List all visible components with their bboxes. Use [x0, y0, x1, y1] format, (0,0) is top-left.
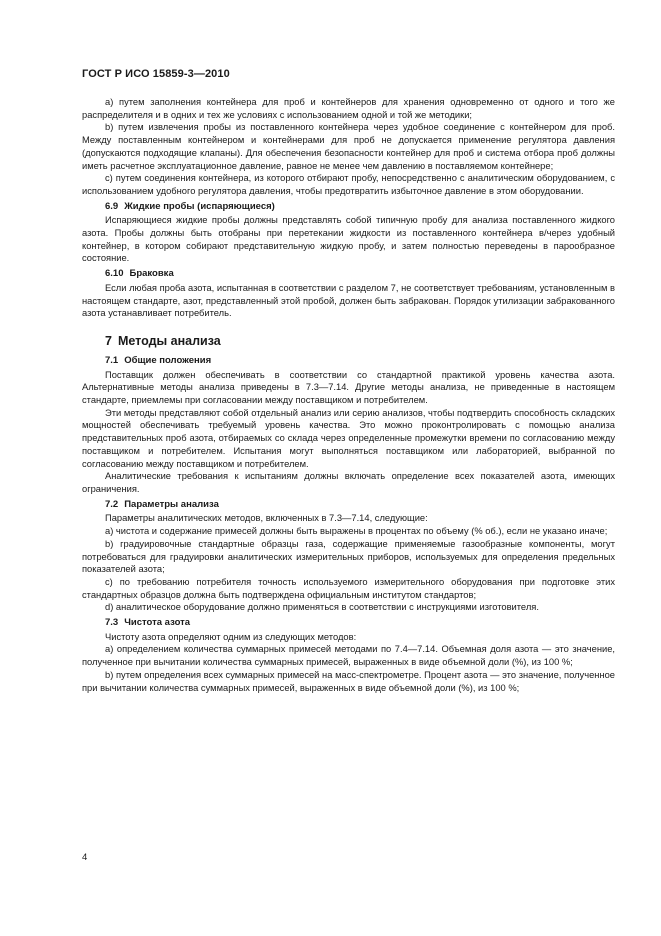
paragraph: Если любая проба азота, испытанная в соответствии с разделом 7, не соответствует требованиям, установленным в настоящем стандарте, азот, представленный этой пробой, должен быть забракован. Порядок утилизации забракованного азота устанавливает потребитель. — [82, 282, 615, 319]
section-heading-7-2 — [82, 499, 615, 512]
paragraph-item-d: d) аналитическое оборудование должно применяться в соответствии с инструкциями изготовителя. — [105, 602, 539, 613]
paragraph: Поставщик должен обеспечивать в соответствии со стандартной практикой уровень качества азота. Альтернативные методы анализа приведены в 7.3—7.14. Другие методы анализа, не приведенные в настоящем стандарте, приемлемы при согласовании между поставщиком и потребителем. — [82, 369, 615, 406]
paragraph-item-a: a) определением количества суммарных примесей методами по 7.4—7.14. Объемная доля азота — это значение, полученное при вычитании количества суммарных примесей, выраженных в виде объемной доли (%), из 100 %; — [82, 644, 615, 668]
paragraph-item-b: b) путем определения всех суммарных примесей на масс-спектрометре. Процент азота — это значение, полученное при вычитании количества суммарных примесей, выраженных в виде объемной доли (%), из 100 %; — [82, 669, 615, 693]
section-number: 7.3 — [105, 617, 119, 629]
paragraph: Аналитические требования к испытаниям должны включать определение всех показателей азота, имеющих ограничения. — [82, 471, 615, 494]
section-number: 6.10 — [105, 268, 124, 280]
document-header: ГОСТ Р ИСО 15859-3—2010 — [82, 68, 230, 80]
section-heading-6-9 — [82, 201, 615, 214]
paragraph: Параметры аналитических методов, включенных в 7.3—7.14, следующие: — [105, 513, 428, 524]
section-heading-7 — [82, 334, 615, 348]
paragraph: Испаряющиеся жидкие пробы должны представлять собой типичную пробу для анализа поставленного жидкого азота. Пробы должны быть отобраны при перетекании жидкости из поставленного контейнера в/через удобный контейнер, в котором собирают представительную жидкую пробу, и затем полностью переведены в парообразное состояние. — [82, 215, 615, 264]
paragraph: Чистоту азота определяют одним из следующих методов: — [105, 631, 357, 642]
section-title: Браковка — [129, 268, 174, 280]
section-number: 6.9 — [105, 200, 119, 212]
document-body — [82, 96, 615, 694]
page-number: 4 — [82, 852, 88, 863]
section-number: 7 — [105, 333, 112, 348]
section-title: Чистота азота — [124, 617, 191, 629]
section-number: 7.2 — [105, 498, 119, 510]
paragraph-item-c: c) по требованию потребителя точность используемого измерительного оборудования при подготовке этих стандартных образцов должна быть подтверждена официальным институтом стандартов; — [82, 576, 615, 600]
paragraph-item-b: b) градуировочные стандартные образцы газа, содержащие применяемые газообразные компоненты, могут потребоваться для градуировки аналитических измерительных приборов, используемых для определения предельных показателей азота; — [82, 538, 615, 575]
paragraph-item-a: a) чистота и содержание примесей должны быть выражены в процентах по объему (% об.), если не указано иначе; — [105, 526, 608, 537]
section-title: Методы анализа — [117, 333, 221, 348]
paragraph: Эти методы представляют собой отдельный анализ или серию анализов, чтобы подтвердить способность складских мощностей обеспечивать требуемый уровень качества. Это можно проконтролировать с помощью анализа представительных проб азота, отбираемых со склада через определенные промежутки времени по согласованию между поставщиком и потребителем. Испытания могут выполняться поставщиком или лабораторией, выбранной по согласованию между поставщиком и потребителем. — [82, 407, 615, 469]
section-title: Жидкие пробы (испаряющиеся) — [124, 200, 275, 212]
section-title: Общие положения — [124, 354, 212, 366]
section-title: Параметры анализа — [124, 498, 219, 510]
paragraph-item-c: c) путем соединения контейнера, из которого отбирают пробу, непосредственно с аналитическим оборудованием, с использованием удобного регулятора давления, чтобы предотвратить избыточное давление в этом оборудовании. — [82, 173, 615, 196]
section-number: 7.1 — [105, 354, 119, 366]
paragraph-item-b: b) путем извлечения пробы из поставленного контейнера через удобное соединение с контейнером для проб. Между поставленным контейнером и контейнерами для проб не допускается применение регулятора давления (допускаются подходящие клапаны). Для обеспечения безопасности контейнер для проб и система отбора проб должны иметь расчетное эксплуатационное давление, равное не менее чем давлению в поставляемом контейнере; — [82, 122, 615, 171]
section-heading-7-1 — [82, 355, 615, 368]
section-heading-7-3 — [82, 617, 615, 630]
section-heading-6-10 — [82, 268, 615, 281]
paragraph-item-a: a) путем заполнения контейнера для проб и контейнеров для хранения одновременно от одного и того же распределителя и в одних и тех же условиях с использованием одной и той же методики; — [82, 97, 615, 120]
